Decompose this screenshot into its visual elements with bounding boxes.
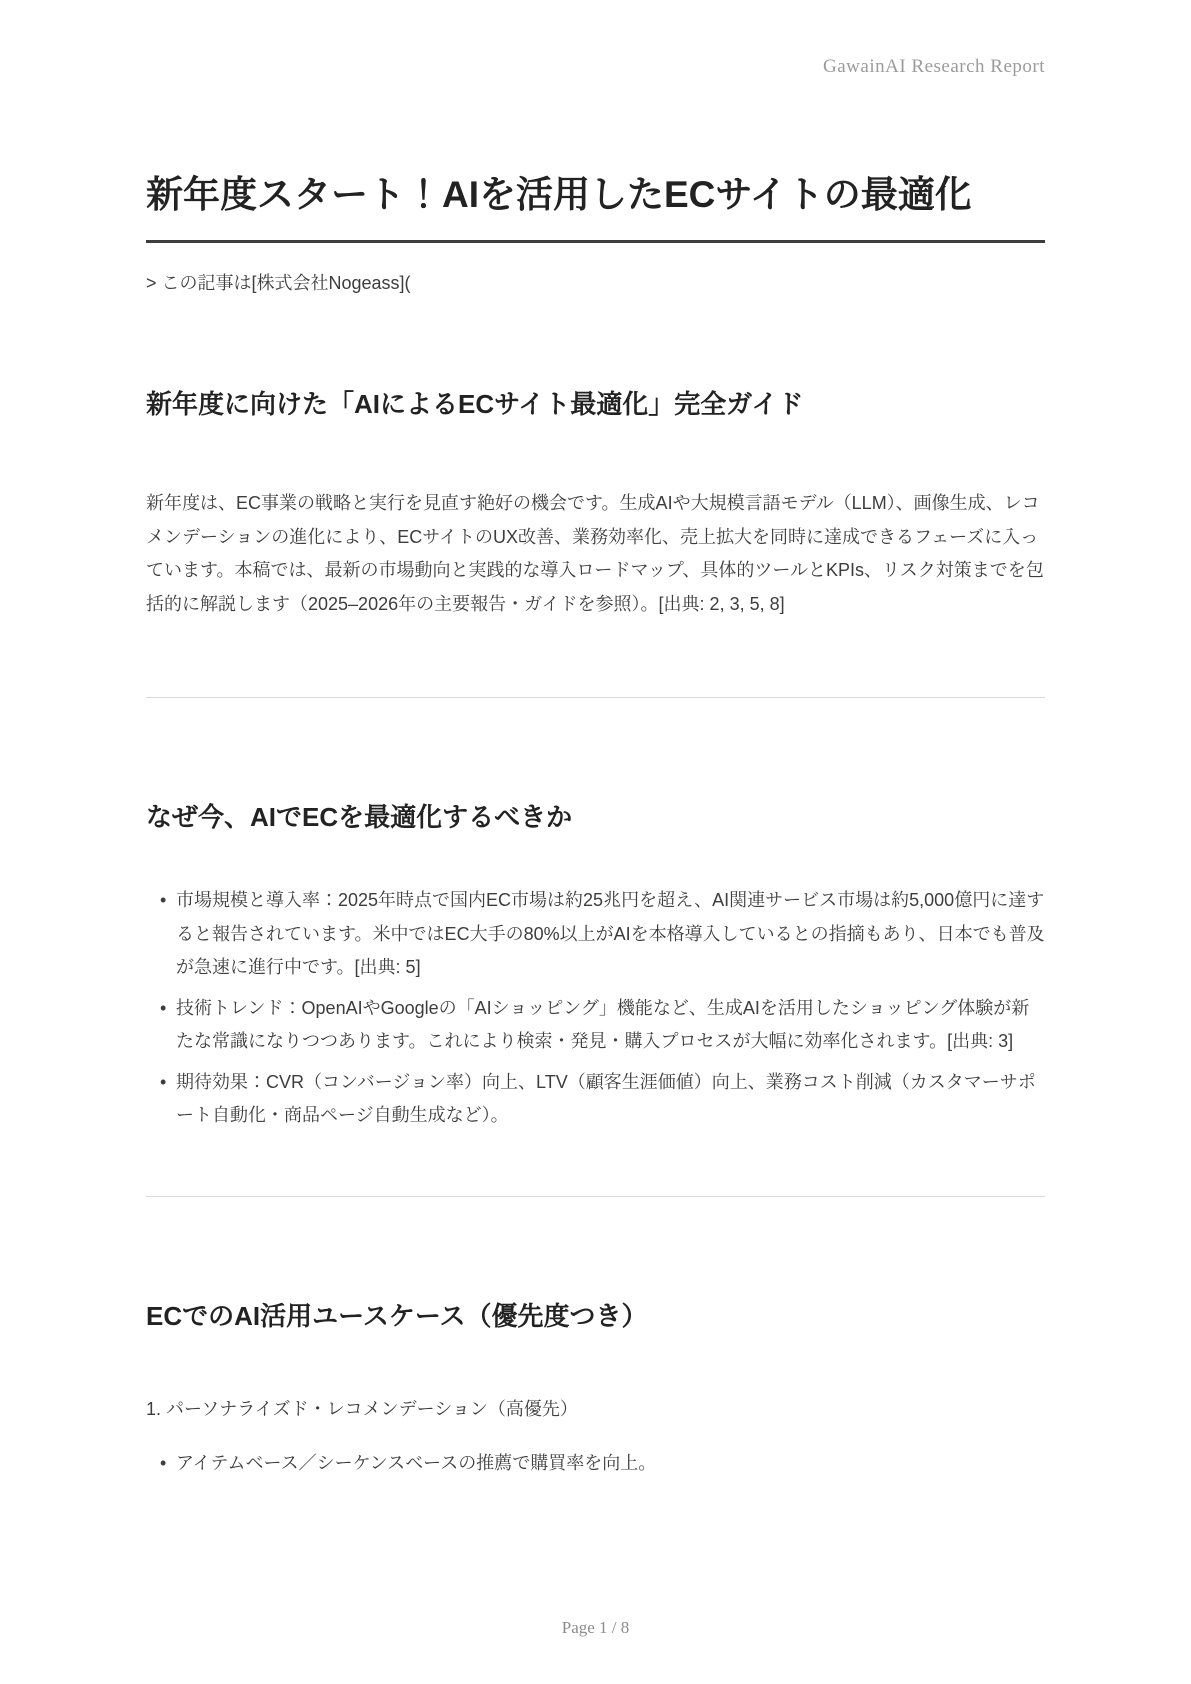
use-case-1-bullet-list [146, 1449, 1045, 1477]
use-case-item-1: 1. パーソナライズド・レコメンデーション（高優先） [146, 1398, 578, 1419]
bullet-item-market-size: • 市場規模と導入率：2025年時点で国内EC市場は約25兆円を超え、AI関連サービス市場は約5,000億円に達すると報告されています。米中ではEC大手の80%以上がAIを本格導入しているとの指摘もあり、日本でも普及が急速に進行中です。[出典: 5] [176, 884, 1045, 985]
section-divider [146, 697, 1045, 698]
report-header-label: GawainAI Research Report [823, 56, 1045, 77]
bullet-item-expected-effect: • 期待効果：CVR（コンバージョン率）向上、LTV（顧客生涯価値）向上、業務コスト削減（カスタマーサポート自動化・商品ページ自動生成など）。 [176, 1066, 1045, 1133]
section-heading-why-optimize: なぜ今、AIでECを最適化するべきか [146, 802, 573, 832]
section-heading-guide: 新年度に向けた「AIによるECサイト最適化」完全ガイド [146, 389, 804, 419]
article-title: 新年度スタート！AIを活用したECサイトの最適化 [146, 172, 1045, 243]
section-divider [146, 1196, 1045, 1197]
bullet-item-tech-trend: • 技術トレンド：OpenAIやGoogleの「AIショッピング」機能など、生成AIを活用したショッピング体験が新たな常識になりつつあります。これにより検索・発見・購入プロセスが大幅に効率化されます。[出典: 3] [176, 992, 1045, 1059]
page-number: Page 1 / 8 [561, 1618, 630, 1637]
why-optimize-bullet-list [146, 884, 1045, 1133]
source-note: > この記事は[株式会社Nogeass]( [146, 273, 411, 293]
bullet-item-recommendation: • アイテムベース／シーケンスベースの推薦で購買率を向上。 [176, 1449, 1045, 1477]
section-heading-use-cases: ECでのAI活用ユースケース（優先度つき） [146, 1300, 648, 1331]
section-guide-body: 新年度は、EC事業の戦略と実行を見直す絶好の機会です。生成AIや大規模言語モデル（LLM）、画像生成、レコメンデーションの進化により、ECサイトのUX改善、業務効率化、売上拡大を同時に達成できるフェーズに入っています。本稿では、最新の市場動向と実践的な導入ロードマップ、具体的ツールとKPIs、リスク対策までを包括的に解説します（2025–2026年の主要報告・ガイドを参照）。[出典: 2, 3, 5, 8] [146, 493, 1044, 614]
